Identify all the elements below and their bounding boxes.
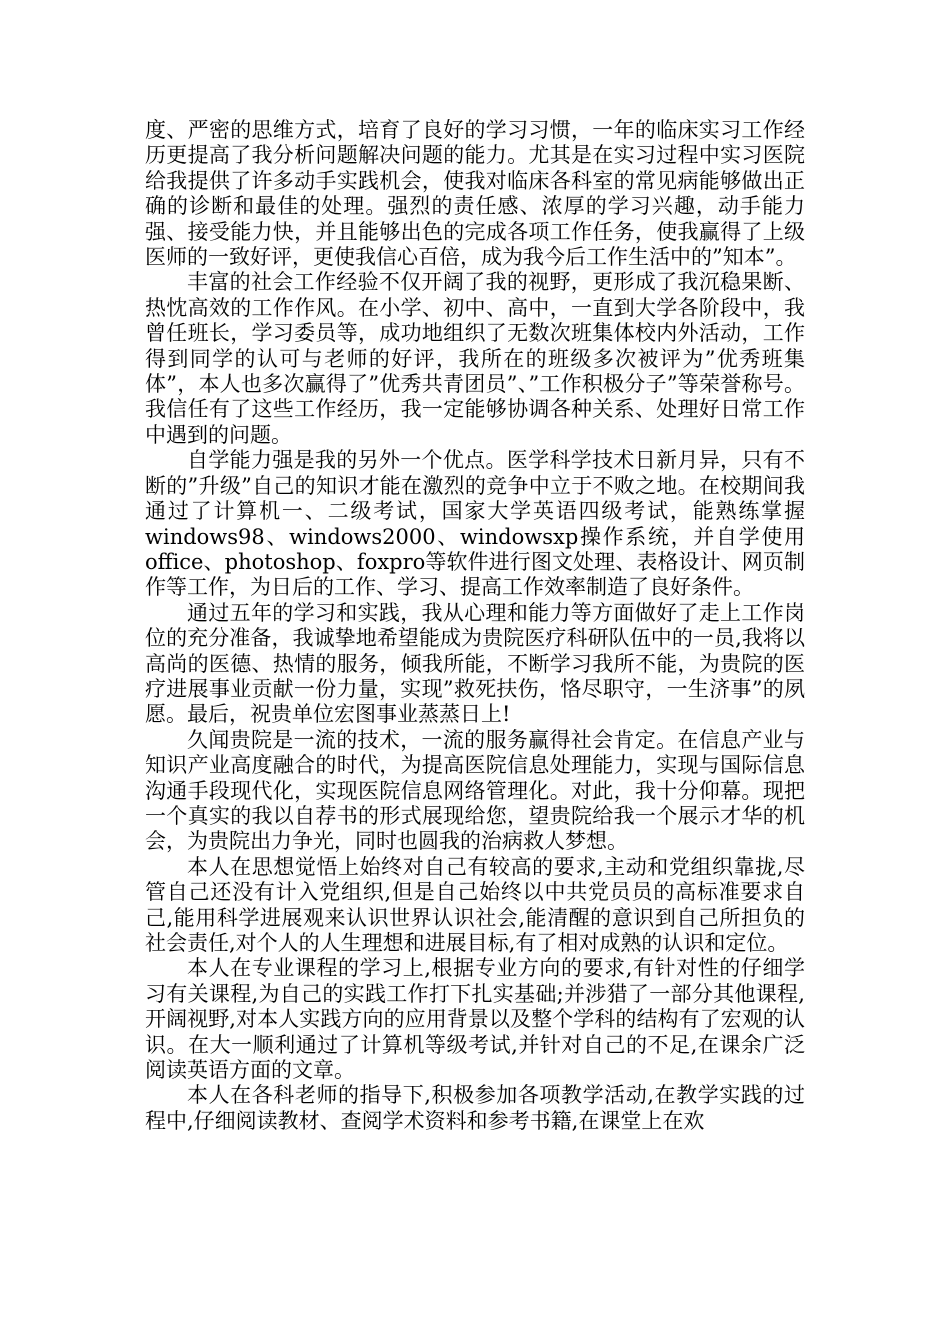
paragraph-teaching-activities: 本人在各科老师的指导下,积极参加各项教学活动,在教学实践的过程中,仔细阅读教材、查阅学术资料和参考书籍,在课堂上在欢: [145, 1083, 805, 1133]
paragraph-career-aspiration: 通过五年的学习和实践，我从心理和能力等方面做好了走上工作岗位的充分准备，我诚挚地希望能成为贵院医疗科研队伍中的一员,我将以高尚的医德、热情的服务，倾我所能，不断学习我所不能，为贵院的医疗进展事业贡献一份力量，实现”救死扶伤，恪尽职守，一生济事”的夙愿。最后，祝贵单位宏图事业蒸蒸日上!: [145, 600, 805, 727]
paragraph-hospital-admiration: 久闻贵院是一流的技术，一流的服务赢得社会肯定。在信息产业与知识产业高度融合的时代，为提高医院信息处理能力，实现与国际信息沟通手段现代化，实现医院信息网络管理化。对此，我十分仰幕。现把一个真实的我以自荐书的形式展现给您，望贵院给我一个展示才华的机会，为贵院出力争光，同时也圆我的治病救人梦想。: [145, 727, 805, 854]
paragraph-social-experience: 丰富的社会工作经验不仅开阔了我的视野，更形成了我沉稳果断、热忱高效的工作作风。在小学、初中、高中，一直到大学各阶段中，我曾任班长，学习委员等，成功地组织了无数次班集体校内外活动，工作得到同学的认可与老师的好评，我所在的班级多次被评为”优秀班集体”，本人也多次赢得了”优秀共青团员”、”工作积极分子”等荣誉称号。我信任有了这些工作经历，我一定能够协调各种关系、处理好日常工作中遇到的问题。: [145, 270, 805, 447]
paragraph-ideological-awareness: 本人在思想觉悟上始终对自己有较高的要求,主动和党组织靠拢,尽管自己还没有计入党组织,但是自己始终以中共党员员的高标准要求自己,能用科学进展观来认识世界认识社会,能清醒的意识到自己所担负的社会责任,对个人的人生理想和进展目标,有了相对成熟的认识和定位。: [145, 854, 805, 955]
paragraph-self-learning: 自学能力强是我的另外一个优点。医学科学技术日新月异，只有不断的”升级”自己的知识才能在激烈的竞争中立于不败之地。在校期间我通过了计算机一、二级考试，国家大学英语四级考试，能熟练掌握windows98、windows2000、windowsxp操作系统，并自学使用office、photoshop、foxpro等软件进行图文处理、表格设计、网页制作等工作，为日后的工作、学习、提高工作效率制造了良好条件。: [145, 448, 805, 600]
document-page: [145, 118, 805, 1134]
paragraph-clinical-internship: 度、严密的思维方式，培育了良好的学习习惯，一年的临床实习工作经历更提高了我分析问题解决问题的能力。尤其是在实习过程中实习医院给我提供了许多动手实践机会，使我对临床各科室的常见病能够做出正确的诊断和最佳的处理。强烈的责任感、浓厚的学习兴趣，动手能力强、接受能力快，并且能够出色的完成各项工作任务，使我赢得了上级医师的一致好评，更使我信心百倍，成为我今后工作生活中的”知本”。: [145, 118, 805, 270]
paragraph-professional-courses: 本人在专业课程的学习上,根据专业方向的要求,有针对性的仔细学习有关课程,为自己的实践工作打下扎实基础;并涉猎了一部分其他课程,开阔视野,对本人实践方向的应用背景以及整个学科的结构有了宏观的认识。在大一顺利通过了计算机等级考试,并针对自己的不足,在课余广泛阅读英语方面的文章。: [145, 956, 805, 1083]
